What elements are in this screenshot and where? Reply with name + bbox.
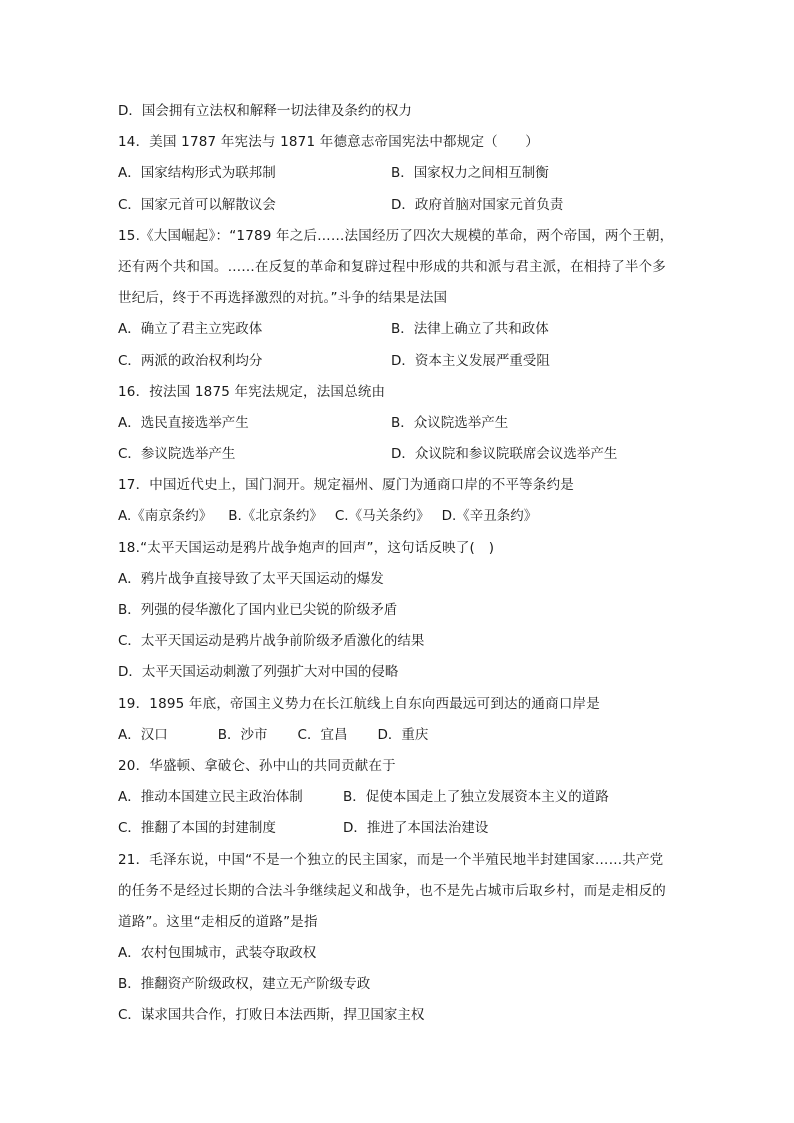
q19-option-d: D．重庆 [377,726,429,743]
q18-option-d: D．太平天国运动刺激了列强扩大对中国的侵略 [118,664,399,681]
q15-option-a: A．确立了君主立宪政体 [118,321,263,338]
q18-option-b: B．列强的侵华激化了国内业已尖锐的阶级矛盾 [118,602,398,618]
q18-option-c: C．太平天国运动是鸦片战争前阶级矛盾激化的结果 [118,633,425,650]
q15-option-b: B．法律上确立了共和政体 [391,321,549,338]
q16-options-row2 [118,439,678,470]
q17-stem: 17．中国近代史上，国门洞开。规定福州、厦门为通商口岸的不平等条约是 [118,477,574,494]
q21-option-a: A．农村包围城市，武装夺取政权 [118,945,317,962]
q16-options-row1 [118,408,678,439]
q19-option-b: B．沙市 [217,726,268,743]
q15-options-row1 [118,314,678,345]
q15-option-c: C．两派的政治权利均分 [118,352,263,369]
q17-option-c: C.《马关条约》 [334,508,430,525]
q15-stem-line1: 15.《大国崛起》：“1789 年之后……法国经历了四次大规模的革命，两个帝国，两个王朝， [118,227,674,244]
q17-options [118,501,678,532]
q14-options-row2 [118,190,678,221]
q20-options-row1 [118,782,678,813]
q14-options-row1 [118,158,678,189]
q18-stem: 18.“太平天国运动是鸦片战争炮声的回声”，这句话反映了( ) [118,539,495,556]
q20-option-a: A．推动本国建立民主政治体制 [118,789,303,806]
q18-option-a: A．鸦片战争直接导致了太平天国运动的爆发 [118,570,384,587]
q14-option-b: B．国家权力之间相互制衡 [391,165,549,182]
q13-option-d: D．国会拥有立法权和解释一切法律及条约的权力 [118,103,412,119]
q15-stem-line3: 世纪后，终于不再选择激烈的对抗。”斗争的结果是法国 [118,290,448,307]
q16-option-c: C．参议院选举产生 [118,446,236,463]
q20-option-d: D．推进了本国法治建设 [343,820,489,837]
q16-option-b: B．众议院选举产生 [391,414,509,431]
q20-options-row2 [118,813,678,844]
q19-stem: 19．1895 年底，帝国主义势力在长江航线上自东向西最远可到达的通商口岸是 [118,695,600,712]
q21-stem-line2: 的任务不是经过长期的合法斗争继续起义和战争，也不是先占城市后取乡村，而是走相反的 [118,882,666,899]
q15-options-row2 [118,346,678,377]
q19-option-c: C．宜昌 [297,726,348,743]
q15-stem-line2: 还有两个共和国。……在反复的革命和复辟过程中形成的共和派与君主派，在相持了半个多 [118,258,666,275]
q19-options [118,720,678,751]
q14-stem: 14．美国 1787 年宪法与 1871 年德意志帝国宪法中都规定（ ） [118,134,539,151]
q20-option-b: B．促使本国走上了独立发展资本主义的道路 [343,789,609,806]
q14-option-d: D．政府首脑对国家元首负责 [391,196,564,213]
q17-option-b: B.《北京条约》 [228,508,323,525]
q21-option-c: C．谋求国共合作，打败日本法西斯，捍卫国家主权 [118,1007,425,1024]
q17-option-d: D.《辛丑条约》 [441,508,538,525]
q14-option-a: A．国家结构形式为联邦制 [118,165,276,182]
q15-option-d: D．资本主义发展严重受阻 [391,352,550,369]
q20-stem: 20．华盛顿、拿破仑、孙中山的共同贡献在于 [118,757,396,774]
q20-option-c: C．推翻了本国的封建制度 [118,820,276,837]
q16-stem: 16．按法国 1875 年宪法规定，法国总统由 [118,383,386,400]
q14-option-c: C．国家元首可以解散议会 [118,196,276,213]
q16-option-d: D．众议院和参议院联席会议选举产生 [391,446,618,463]
q21-stem-line3: 道路”。这里“走相反的道路”是指 [118,913,318,930]
q19-option-a: A．汉口 [118,726,168,743]
q21-stem-line1: 21．毛泽东说，中国“不是一个独立的民主国家，而是一个半殖民地半封建国家……共产党 [118,851,664,868]
q16-option-a: A．选民直接选举产生 [118,414,249,431]
exam-page [118,96,678,1032]
q17-option-a: A.《南京条约》 [118,508,213,525]
q21-option-b: B．推翻资产阶级政权，建立无产阶级专政 [118,976,371,993]
